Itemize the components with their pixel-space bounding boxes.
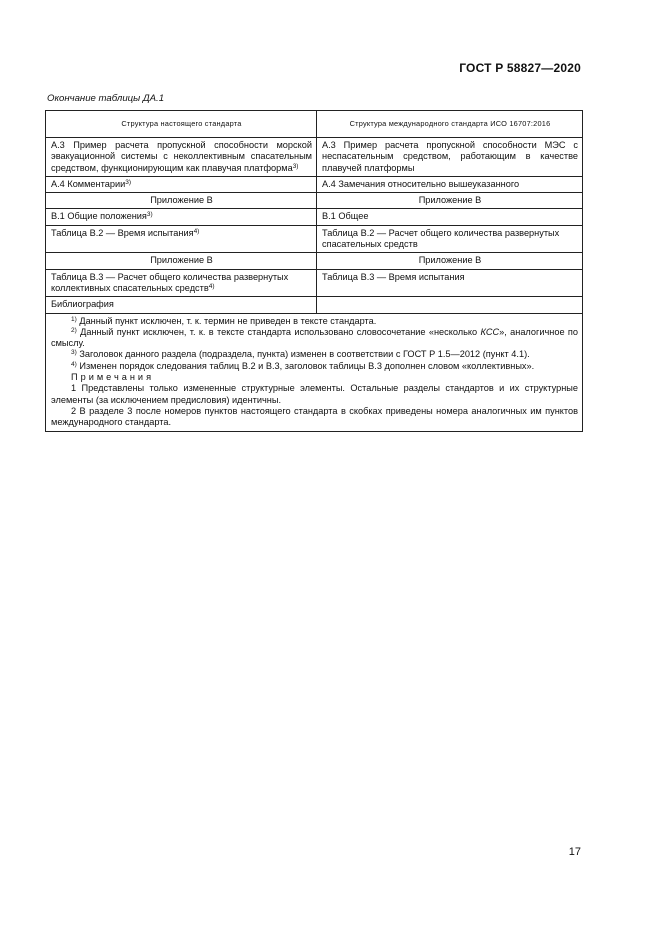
table-cell: Библиография [46,297,317,313]
table-cell: Таблица В.2 — Расчет общего количества развернутых спасательных средств [317,225,583,253]
table-cell [46,269,317,297]
table-row [46,297,583,313]
table-cell: А.4 Замечания относительно вышеуказанного [317,176,583,192]
table-cell [317,297,583,313]
table-cell: А.3 Пример расчета пропускной способности МЭС с неспасательным средством, работающим в качестве плавучей платформы [317,138,583,177]
footnote-text: Данный пункт исключен, т. к. термин не приведен в тексте стандарта. [79,315,377,326]
footnote-mark: 3) [71,349,77,357]
table-row [46,269,583,297]
notes-row [46,313,583,431]
note-1: 1 Представлены только измененные структурные элементы. Остальные разделы стандартов и их структурные элементы (за исключением предисловия) идентичны. [51,383,578,405]
footnote-1 [51,316,578,327]
table-row [46,193,583,209]
document-code: ГОСТ Р 58827—2020 [459,61,581,75]
cell-text: А.3 Пример расчета пропускной способности морской эвакуационной системы с неколлективным спасательным средством, функционирующим как плавучая платформа [51,140,312,173]
footnote-text: », аналогичное по смыслу. [51,326,578,349]
footnote-text: Изменен порядок следования таблиц В.2 и В.3, заголовок таблицы В.3 дополнен словом «коллективных». [79,360,535,371]
notes-heading: Примечания [71,372,155,383]
footnote-ref: 4) [193,227,200,235]
footnote-ref: 3) [125,178,131,186]
table-cell: Таблица В.3 — Время испытания [317,269,583,297]
footnote-mark: 4) [71,360,77,368]
footnote-ref: 4) [208,282,215,290]
column-header-right: Структура международного стандарта ИСО 16707:2016 [317,111,583,138]
table-cell [46,225,317,253]
footnote-3 [51,349,578,360]
footnote-2 [51,327,578,350]
footnote-text: Заголовок данного раздела (подраздела, пункта) изменен в соответствии с ГОСТ Р 1.5—2012 (пункт 4.1). [79,349,530,360]
cell-text: А.4 Комментарии [51,178,126,189]
table-cell [46,138,317,177]
footnote-ref: 3) [292,162,299,170]
table-cell: В.1 Общее [317,209,583,225]
footnote-mark: 1) [71,315,77,323]
table-row [46,225,583,253]
table-cell [46,209,317,225]
note-2: 2 В разделе 3 после номеров пунктов настоящего стандарта в скобках приведены номера аналогичных им пунктов международного стандарта. [51,405,578,428]
footnote-text: Данный пункт исключен, т. к. в тексте стандарта использовано словосочетание «несколько [80,326,481,337]
footnote-ref: 3) [146,211,153,219]
table-row [46,176,583,192]
column-header-left: Структура настоящего стандарта [46,111,317,138]
table-cell: Приложение В [317,193,583,209]
cell-text: Таблица В.2 — Время испытания [51,227,194,238]
table-row [46,253,583,269]
footnote-mark: 2) [71,326,77,334]
table-cell [46,176,317,192]
table-cell: Приложение В [317,253,583,269]
footnote-term: КСС [480,326,500,337]
comparison-table [45,110,583,432]
table-row [46,138,583,177]
cell-text: В.1 Общие положения [51,211,147,222]
table-cell: Приложение В [46,193,317,209]
cell-text: Таблица В.3 — Расчет общего количества развернутых коллективных спасательных средств [51,271,289,293]
footnote-4 [51,361,578,372]
table-row [46,209,583,225]
table-cell: Приложение В [46,253,317,269]
table-header-row [46,111,583,138]
notes-cell [46,313,583,431]
page-number: 17 [568,846,581,858]
table-caption: Окончание таблицы ДА.1 [47,93,165,104]
